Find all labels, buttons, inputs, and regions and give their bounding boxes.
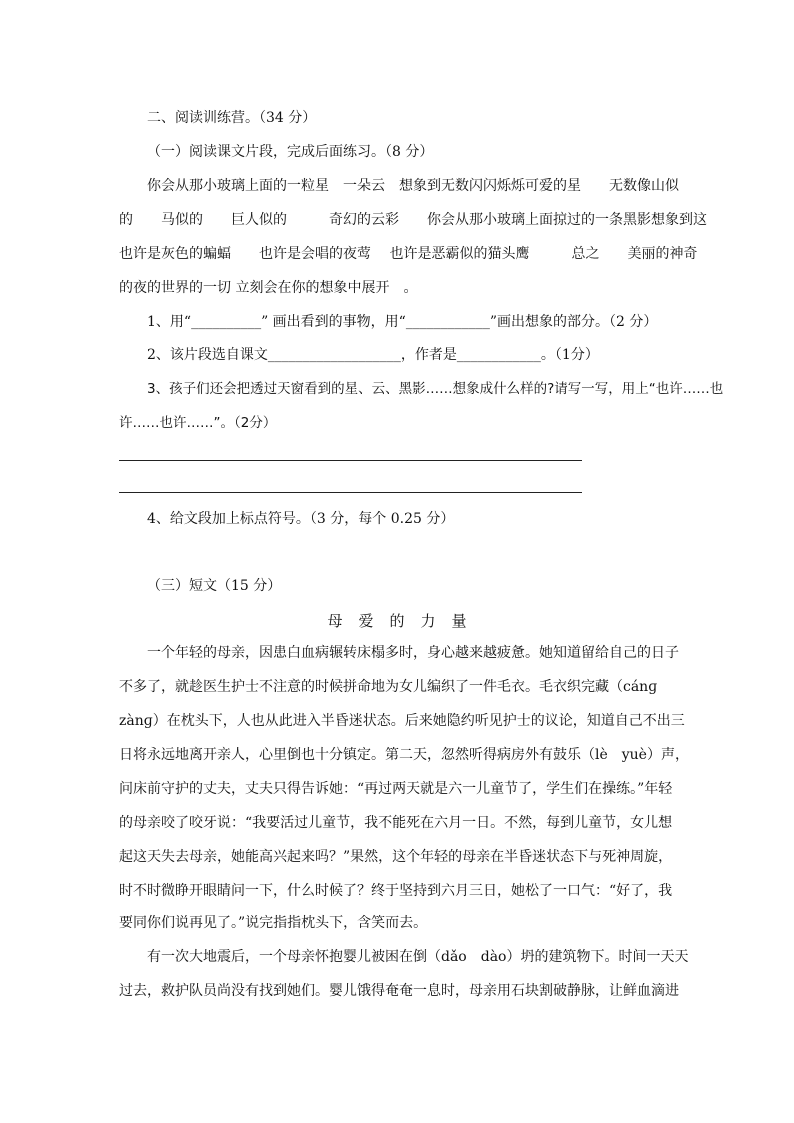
passage-line-4: 的夜的世界的一切 立刻会在你的想象中展开 。 bbox=[119, 280, 418, 296]
story-line: 日将永远地离开亲人，心里倒也十分镇定。第二天，忽然听得病房外有鼓乐（lè yuè）声， bbox=[119, 747, 689, 763]
story-line: 有一次大地震后，一个母亲怀抱婴儿被困在倒（dǎo dào）坍的建筑物下。时间一天天 bbox=[147, 949, 689, 965]
passage-line-2: 的 马似的 巨人似的 奇幻的云彩 你会从那小玻璃上面掠过的一条黑影想象到这 bbox=[119, 212, 707, 228]
question-4: 4、给文段加上标点符号。（3 分，每个 0.25 分） bbox=[147, 511, 455, 527]
passage-line-3: 也许是灰色的蝙蝠 也许是会唱的夜莺 也许是恶霸似的猫头鹰 总之 美丽的神奇 bbox=[119, 246, 698, 262]
heading-part-one: （一）阅读课文片段，完成后面练习。（8 分） bbox=[147, 144, 434, 160]
question-1: 1、用“__________” 画出看到的事物，用“____________”画出想象的部分。（2 分） bbox=[147, 314, 658, 330]
heading-reading-camp: 二、阅读训练营。（34 分） bbox=[147, 110, 317, 126]
heading-part-three: （三）短文（15 分） bbox=[147, 578, 282, 594]
story-line: 要同你们说再见了。”说完指指枕头下，含笑而去。 bbox=[119, 915, 428, 931]
story-line: 不多了，就趁医生护士不注意的时候拼命地为女儿编织了一件毛衣。毛衣织完藏（cánɡ bbox=[119, 679, 658, 695]
story-line: 问床前守护的丈夫，丈夫只得告诉她：“再过两天就是六一儿童节了，学生们在操练。”年轻 bbox=[119, 781, 673, 797]
answer-line-2[interactable] bbox=[119, 492, 582, 493]
question-3-line-2: 许……也许……”。（2分） bbox=[119, 415, 277, 431]
story-line: 过去，救护队员尚没有找到她们。婴儿饿得奄奄一息时，母亲用石块割破静脉，让鲜血滴进 bbox=[119, 983, 679, 999]
story-line: 的母亲咬了咬牙说：“我要活过儿童节，我不能死在六月一日。不然，每到儿童节，女儿想 bbox=[119, 815, 673, 831]
story-line: 起这天失去母亲，她能高兴起来吗？”果然，这个年轻的母亲在半昏迷状态下与死神周旋， bbox=[119, 849, 673, 865]
story-title: 母爱的力量 bbox=[327, 612, 483, 630]
answer-line-1[interactable] bbox=[119, 460, 582, 461]
story-line: 时不时微睁开眼睛问一下，什么时候了？终于坚持到六月三日，她松了一口气：“好了，我 bbox=[119, 883, 673, 899]
passage-line-1: 你会从那小玻璃上面的一粒星 一朵云 想象到无数闪闪烁烁可爱的星 无数像山似 bbox=[147, 178, 679, 194]
question-2: 2、该片段选自课文___________________，作者是____________。（1分） bbox=[147, 347, 599, 363]
story-line: zànɡ）在枕头下，人也从此进入半昏迷状态。后来她隐约听见护士的议论，知道自己不出三 bbox=[119, 713, 685, 729]
story-line: 一个年轻的母亲，因患白血病辗转床榻多时，身心越来越疲惫。她知道留给自己的日子 bbox=[147, 645, 679, 661]
question-3-line-1: 3、孩子们还会把透过天窗看到的星、云、黑影……想象成什么样的?请写一写，用上“也许……也 bbox=[147, 381, 724, 397]
